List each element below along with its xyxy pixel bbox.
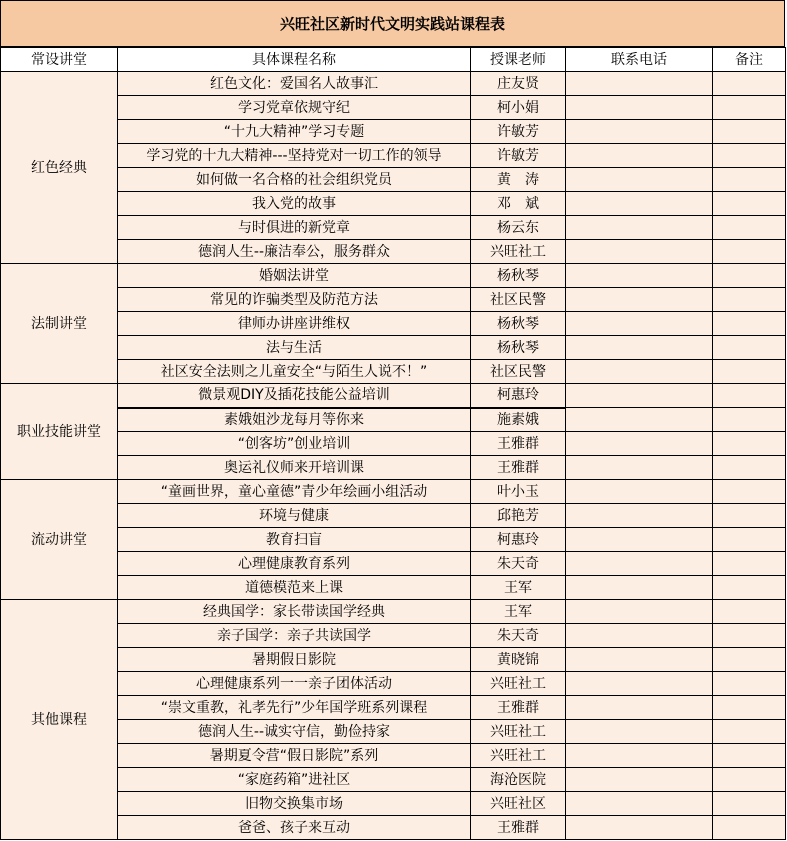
header-category: 常设讲堂 — [1, 48, 118, 72]
teacher-cell: 王雅群 — [471, 456, 566, 480]
table-row — [1, 504, 786, 528]
phone-cell — [566, 816, 713, 840]
course-name-cell: 经典国学：家长带读国学经典 — [118, 600, 471, 624]
table-row — [1, 168, 786, 192]
teacher-cell: 黄 涛 — [471, 168, 566, 192]
header-phone: 联系电话 — [566, 48, 713, 72]
table-row — [1, 480, 786, 504]
teacher-cell: 朱天奇 — [471, 552, 566, 576]
remarks-cell — [713, 768, 786, 792]
phone-cell — [566, 240, 713, 264]
table-row — [1, 264, 786, 288]
remarks-cell — [713, 168, 786, 192]
remarks-cell — [713, 816, 786, 840]
course-name-cell: 常见的诈骗类型及防范方法 — [118, 288, 471, 312]
phone-cell — [566, 144, 713, 168]
course-name-cell: 法与生活 — [118, 336, 471, 360]
teacher-cell: 叶小玉 — [471, 480, 566, 504]
phone-cell — [566, 624, 713, 648]
course-name-cell: “十九大精神”学习专题 — [118, 120, 471, 144]
teacher-cell: 王雅群 — [471, 816, 566, 840]
remarks-cell — [713, 384, 786, 408]
table-row — [1, 408, 786, 432]
header-teacher: 授课老师 — [471, 48, 566, 72]
phone-cell — [566, 408, 713, 432]
remarks-cell — [713, 696, 786, 720]
teacher-cell: 兴旺社工 — [471, 240, 566, 264]
teacher-cell: 兴旺社工 — [471, 720, 566, 744]
teacher-cell: 邱艳芳 — [471, 504, 566, 528]
category-cell: 流动讲堂 — [1, 480, 118, 600]
table-row — [1, 240, 786, 264]
phone-cell — [566, 696, 713, 720]
table-row — [1, 336, 786, 360]
phone-cell — [566, 264, 713, 288]
teacher-cell: 兴旺社区 — [471, 792, 566, 816]
remarks-cell — [713, 240, 786, 264]
course-name-cell: 环境与健康 — [118, 504, 471, 528]
phone-cell — [566, 72, 713, 96]
course-name-cell: “家庭药箱”进社区 — [118, 768, 471, 792]
remarks-cell — [713, 312, 786, 336]
course-name-cell: 微景观DIY及插花技能公益培训 — [118, 384, 471, 408]
table-row — [1, 528, 786, 552]
teacher-cell: 王军 — [471, 576, 566, 600]
table-row — [1, 624, 786, 648]
phone-cell — [566, 576, 713, 600]
course-name-cell: “崇文重教，礼孝先行”少年国学班系列课程 — [118, 696, 471, 720]
course-table — [0, 47, 786, 840]
category-cell: 法制讲堂 — [1, 264, 118, 384]
table-row — [1, 720, 786, 744]
phone-cell — [566, 192, 713, 216]
phone-cell — [566, 456, 713, 480]
course-name-cell: 心理健康教育系列 — [118, 552, 471, 576]
course-name-cell: “创客坊”创业培训 — [118, 432, 471, 456]
table-row — [1, 432, 786, 456]
course-name-cell: 暑期夏令营“假日影院”系列 — [118, 744, 471, 768]
course-name-cell: “童画世界，童心童德”青少年绘画小组活动 — [118, 480, 471, 504]
teacher-cell: 杨秋琴 — [471, 312, 566, 336]
course-name-cell: 旧物交换集市场 — [118, 792, 471, 816]
teacher-cell: 柯惠玲 — [471, 384, 566, 408]
course-name-cell: 心理健康系列一一亲子团体活动 — [118, 672, 471, 696]
course-name-cell: 爸爸、孩子来互动 — [118, 816, 471, 840]
remarks-cell — [713, 504, 786, 528]
table-body — [1, 72, 786, 840]
teacher-cell: 朱天奇 — [471, 624, 566, 648]
table-row — [1, 696, 786, 720]
teacher-cell: 王雅群 — [471, 432, 566, 456]
teacher-cell: 许敏芳 — [471, 120, 566, 144]
course-name-cell: 素娥姐沙龙每月等你来 — [118, 408, 471, 432]
teacher-cell: 庄友贤 — [471, 72, 566, 96]
teacher-cell: 邓 斌 — [471, 192, 566, 216]
remarks-cell — [713, 408, 786, 432]
phone-cell — [566, 288, 713, 312]
remarks-cell — [713, 792, 786, 816]
remarks-cell — [713, 648, 786, 672]
remarks-cell — [713, 432, 786, 456]
table-row — [1, 672, 786, 696]
course-name-cell: 德润人生--廉洁奉公，服务群众 — [118, 240, 471, 264]
category-cell: 红色经典 — [1, 72, 118, 264]
table-row — [1, 576, 786, 600]
table-row — [1, 96, 786, 120]
remarks-cell — [713, 624, 786, 648]
remarks-cell — [713, 720, 786, 744]
phone-cell — [566, 600, 713, 624]
table-row — [1, 456, 786, 480]
remarks-cell — [713, 96, 786, 120]
teacher-cell: 王雅群 — [471, 696, 566, 720]
teacher-cell: 柯惠玲 — [471, 528, 566, 552]
sheet-title: 兴旺社区新时代文明实践站课程表 — [0, 0, 785, 47]
phone-cell — [566, 312, 713, 336]
phone-cell — [566, 384, 713, 408]
remarks-cell — [713, 216, 786, 240]
course-name-cell: 律师办讲座讲维权 — [118, 312, 471, 336]
header-course: 具体课程名称 — [118, 48, 471, 72]
course-name-cell: 教育扫盲 — [118, 528, 471, 552]
course-name-cell: 学习党章依规守纪 — [118, 96, 471, 120]
teacher-cell: 许敏芳 — [471, 144, 566, 168]
table-row — [1, 288, 786, 312]
table-row — [1, 72, 786, 96]
table-row — [1, 312, 786, 336]
phone-cell — [566, 432, 713, 456]
remarks-cell — [713, 144, 786, 168]
teacher-cell: 兴旺社工 — [471, 744, 566, 768]
remarks-cell — [713, 744, 786, 768]
remarks-cell — [713, 120, 786, 144]
header-remarks: 备注 — [713, 48, 786, 72]
phone-cell — [566, 552, 713, 576]
course-name-cell: 学习党的十九大精神---坚持党对一切工作的领导 — [118, 144, 471, 168]
table-row — [1, 648, 786, 672]
remarks-cell — [713, 288, 786, 312]
remarks-cell — [713, 192, 786, 216]
table-row — [1, 552, 786, 576]
remarks-cell — [713, 552, 786, 576]
phone-cell — [566, 720, 713, 744]
teacher-cell: 王军 — [471, 600, 566, 624]
course-name-cell: 道德模范来上课 — [118, 576, 471, 600]
teacher-cell: 黄晓锦 — [471, 648, 566, 672]
table-row — [1, 144, 786, 168]
teacher-cell: 施素娥 — [471, 408, 566, 432]
course-name-cell: 婚姻法讲堂 — [118, 264, 471, 288]
phone-cell — [566, 480, 713, 504]
phone-cell — [566, 360, 713, 384]
teacher-cell: 杨秋琴 — [471, 264, 566, 288]
header-row — [1, 48, 786, 72]
category-cell: 其他课程 — [1, 600, 118, 840]
table-row — [1, 360, 786, 384]
table-row — [1, 216, 786, 240]
phone-cell — [566, 768, 713, 792]
course-name-cell: 如何做一名合格的社会组织党员 — [118, 168, 471, 192]
phone-cell — [566, 504, 713, 528]
phone-cell — [566, 672, 713, 696]
phone-cell — [566, 216, 713, 240]
teacher-cell: 社区民警 — [471, 288, 566, 312]
table-row — [1, 792, 786, 816]
category-cell: 职业技能讲堂 — [1, 384, 118, 480]
remarks-cell — [713, 336, 786, 360]
course-name-cell: 暑期假日影院 — [118, 648, 471, 672]
remarks-cell — [713, 456, 786, 480]
table-row — [1, 768, 786, 792]
phone-cell — [566, 336, 713, 360]
teacher-cell: 海沧医院 — [471, 768, 566, 792]
course-name-cell: 奥运礼仪师来开培训课 — [118, 456, 471, 480]
course-name-cell: 德润人生--诚实守信，勤俭持家 — [118, 720, 471, 744]
table-row — [1, 192, 786, 216]
table-row — [1, 600, 786, 624]
phone-cell — [566, 528, 713, 552]
remarks-cell — [713, 600, 786, 624]
table-row — [1, 120, 786, 144]
phone-cell — [566, 792, 713, 816]
teacher-cell: 柯小娟 — [471, 96, 566, 120]
remarks-cell — [713, 72, 786, 96]
remarks-cell — [713, 672, 786, 696]
course-name-cell: 社区安全法则之儿童安全“与陌生人说不！” — [118, 360, 471, 384]
teacher-cell: 杨云东 — [471, 216, 566, 240]
phone-cell — [566, 120, 713, 144]
course-name-cell: 我入党的故事 — [118, 192, 471, 216]
phone-cell — [566, 168, 713, 192]
course-name-cell: 红色文化：爱国名人故事汇 — [118, 72, 471, 96]
course-name-cell: 亲子国学：亲子共读国学 — [118, 624, 471, 648]
course-name-cell: 与时俱进的新党章 — [118, 216, 471, 240]
remarks-cell — [713, 480, 786, 504]
table-row — [1, 384, 786, 408]
teacher-cell: 社区民警 — [471, 360, 566, 384]
phone-cell — [566, 648, 713, 672]
phone-cell — [566, 96, 713, 120]
table-row — [1, 744, 786, 768]
remarks-cell — [713, 576, 786, 600]
phone-cell — [566, 744, 713, 768]
remarks-cell — [713, 264, 786, 288]
remarks-cell — [713, 528, 786, 552]
remarks-cell — [713, 360, 786, 384]
teacher-cell: 兴旺社工 — [471, 672, 566, 696]
teacher-cell: 杨秋琴 — [471, 336, 566, 360]
table-row — [1, 816, 786, 840]
